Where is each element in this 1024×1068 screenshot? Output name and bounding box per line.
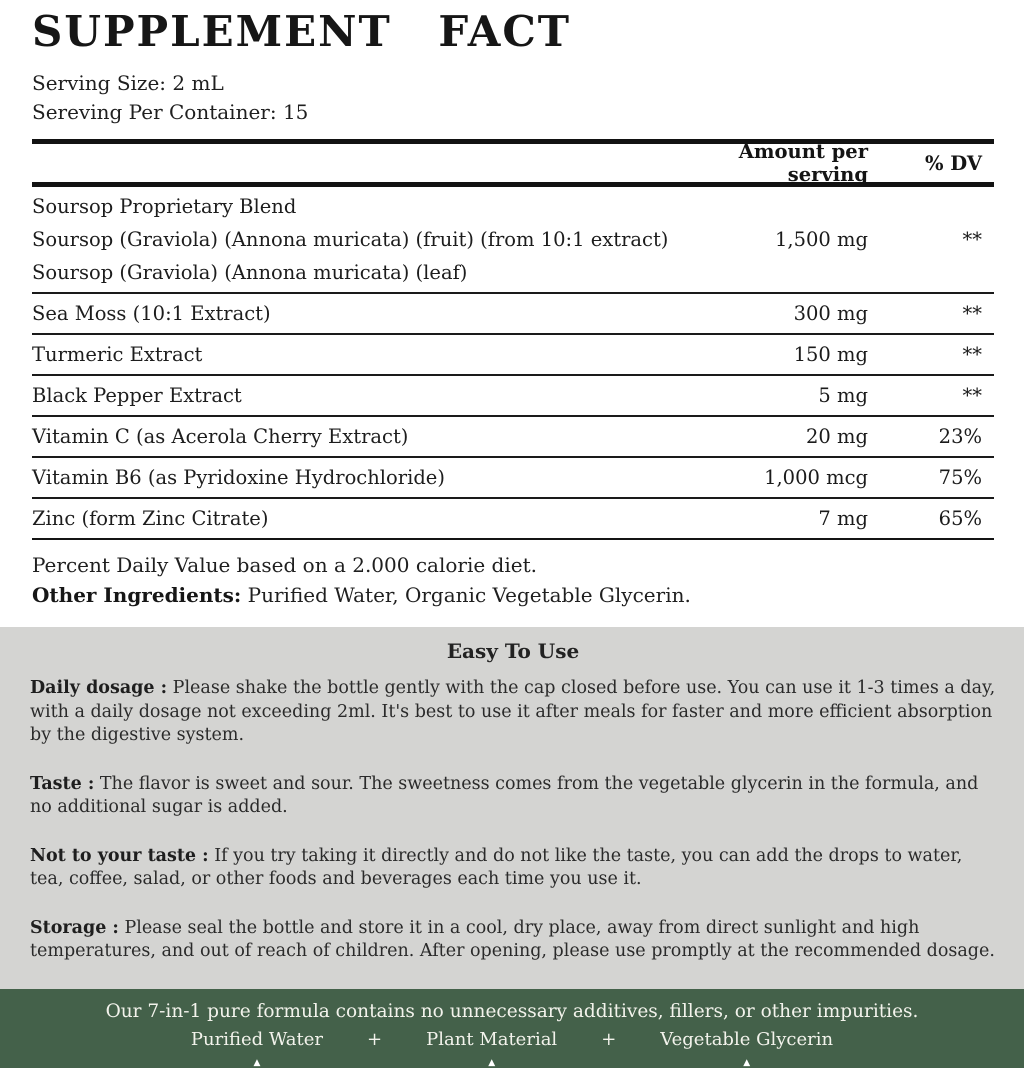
percent-dv-header: % DV	[924, 151, 982, 175]
usage-paragraph-label: Taste :	[30, 773, 95, 794]
ingredient-name-line: Soursop (Graviola) (Annona muricata) (fruit) (from 10:1 extract)	[32, 228, 669, 251]
usage-paragraph	[30, 773, 996, 820]
ingredient-name	[32, 376, 680, 415]
ingredient-amount: 1,000 mcg	[764, 466, 868, 489]
footer-ingredient	[426, 1027, 557, 1068]
ingredient-name	[32, 335, 680, 374]
ingredient-amount: 300 mg	[793, 302, 868, 325]
ingredient-dv: **	[962, 384, 982, 407]
other-ingredients	[32, 580, 994, 610]
ingredient-dv: **	[962, 228, 982, 251]
other-ingredients-text: Purified Water, Organic Vegetable Glycerin.	[241, 583, 691, 607]
ingredient-name	[32, 458, 680, 497]
ingredient-amount: 20 mg	[806, 425, 868, 448]
easy-to-use-title: Easy To Use	[446, 639, 580, 663]
ingredient-name-line: Vitamin C (as Acerola Cherry Extract)	[32, 425, 409, 448]
footer-ingredient-list	[0, 1027, 1024, 1068]
footer-ingredient-label: Vegetable Glycerin	[660, 1028, 834, 1050]
usage-paragraph	[30, 845, 996, 892]
ingredient-dv: **	[962, 302, 982, 325]
ingredient-name-line: Zinc (form Zinc Citrate)	[32, 507, 269, 530]
ingredient-name	[32, 187, 680, 292]
footer-ingredient	[660, 1027, 833, 1068]
table-row	[32, 417, 994, 458]
ingredient-dv: 75%	[938, 466, 982, 489]
ingredient-name-line: Soursop Proprietary Blend	[32, 195, 297, 218]
usage-paragraph-text: Please seal the bottle and store it in a cool, dry place, away from direct sunlight and high temperatures, and out of reach of children. After opening, please use promptly at the recommended dosage.	[30, 917, 995, 961]
ingredient-amount: 5 mg	[818, 384, 868, 407]
footer-ingredient-label: Plant Material	[426, 1028, 558, 1050]
easy-to-use-section	[0, 627, 1024, 989]
serving-size: Serving Size: 2 mL	[32, 71, 224, 95]
plus-separator: +	[367, 1028, 383, 1050]
table-row	[32, 499, 994, 540]
ingredient-dv: 23%	[938, 425, 982, 448]
triangle-up-icon: ▲	[253, 1057, 261, 1068]
usage-paragraph	[30, 677, 996, 748]
table-row	[32, 335, 994, 376]
usage-paragraph-label: Storage :	[30, 917, 119, 938]
other-ingredients-label: Other Ingredients:	[32, 583, 242, 607]
footer-headline: Our 7-in-1 pure formula contains no unnecessary additives, fillers, or other impurities.	[105, 1000, 919, 1022]
daily-value-footnote: Percent Daily Value based on a 2.000 calorie diet.	[32, 553, 537, 577]
usage-paragraph	[30, 917, 996, 964]
ingredient-name	[32, 417, 680, 456]
footnotes	[0, 540, 1024, 610]
usage-paragraph-label: Daily dosage :	[30, 678, 168, 698]
facts-table	[0, 139, 1024, 540]
ingredient-name-line: Soursop (Graviola) (Annona muricata) (leaf)	[32, 261, 468, 284]
footer-ingredient	[191, 1027, 323, 1068]
table-row	[32, 376, 994, 417]
ingredient-name	[32, 294, 680, 333]
label-header	[0, 0, 1024, 127]
ingredient-amount: 7 mg	[818, 507, 868, 530]
ingredient-dv: 65%	[938, 507, 982, 530]
usage-paragraph-text: If you try taking it directly and do not like the taste, you can add the drops to water, tea, coffee, salad, or other foods and beverages each time you use it.	[30, 845, 963, 889]
amount-per-serving-header: Amount per serving	[738, 140, 868, 186]
table-row	[32, 187, 994, 294]
ingredient-name-line: Sea Moss (10:1 Extract)	[32, 302, 271, 325]
usage-paragraph-text: The flavor is sweet and sour. The sweetness comes from the vegetable glycerin in the formula, and no additional sugar is added.	[30, 773, 979, 817]
green-footer	[0, 989, 1024, 1068]
ingredient-amount: 150 mg	[793, 343, 868, 366]
easy-to-use-paragraphs	[30, 677, 996, 964]
usage-paragraph-label: Not to your taste :	[30, 845, 209, 866]
ingredient-amount: 1,500 mg	[775, 228, 868, 251]
ingredient-name	[32, 499, 680, 538]
usage-paragraph-text: Please shake the bottle gently with the cap closed before use. You can use it 1-3 times a day, with a daily dosage not exceeding 2ml. It's best to use it after meals for faster and more efficient absorption by the digestive system.	[30, 678, 996, 745]
table-row	[32, 458, 994, 499]
table-header-row	[32, 140, 994, 186]
ingredient-name-line: Vitamin B6 (as Pyridoxine Hydrochloride)	[32, 466, 445, 489]
ingredient-dv: **	[962, 343, 982, 366]
table-row	[32, 294, 994, 335]
triangle-up-icon: ▲	[743, 1057, 751, 1068]
footer-ingredient-label: Purified Water	[190, 1028, 324, 1050]
ingredient-name-line: Black Pepper Extract	[32, 384, 242, 407]
table-body	[32, 187, 994, 540]
plus-separator: +	[601, 1028, 617, 1050]
page-title: SUPPLEMENT FACT	[32, 7, 572, 56]
triangle-up-icon: ▲	[488, 1057, 496, 1068]
servings-per-container: Sereving Per Container: 15	[32, 100, 309, 124]
ingredient-name-line: Turmeric Extract	[32, 343, 203, 366]
